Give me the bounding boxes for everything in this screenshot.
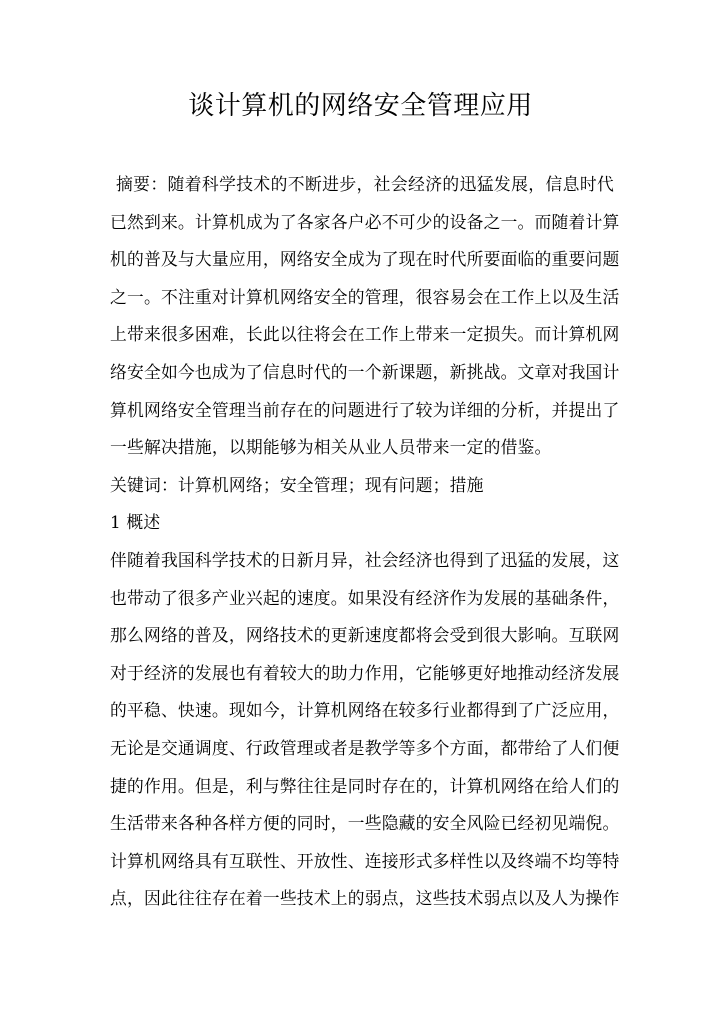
- paragraph-line: 生活带来各种各样方便的同时，一些隐藏的安全风险已经初见端倪。: [110, 813, 620, 834]
- paragraph-line: 计算机网络具有互联性、开放性、连接形式多样性以及终端不均等特: [110, 850, 620, 871]
- document-body: [110, 166, 620, 918]
- paragraph-line: 也带动了很多产业兴起的速度。如果没有经济作为发展的基础条件，: [110, 587, 620, 608]
- abstract-line: 一些解决措施，以期能够为相关从业人员带来一定的借鉴。: [110, 437, 552, 458]
- paragraph-line: 伴随着我国科学技术的日新月异，社会经济也得到了迅猛的发展，这: [110, 549, 620, 570]
- paragraph-line: 捷的作用。但是，利与弊往往是同时存在的，计算机网络在给人们的: [110, 775, 620, 796]
- paragraph-line: 那么网络的普及，网络技术的更新速度都将会受到很大影响。互联网: [110, 625, 620, 646]
- abstract-line: 算机网络安全管理当前存在的问题进行了较为详细的分析，并提出了: [110, 399, 620, 420]
- paragraph-line: 对于经济的发展也有着较大的助力作用，它能够更好地推动经济发展: [110, 662, 620, 683]
- abstract-line: 络安全如今也成为了信息时代的一个新课题，新挑战。文章对我国计: [110, 361, 620, 382]
- paragraph-line: 点，因此往往存在着一些技术上的弱点，这些技术弱点以及人为操作: [110, 888, 620, 909]
- paragraph-line: 的平稳、快速。现如今，计算机网络在较多行业都得到了广泛应用，: [110, 700, 620, 721]
- paragraph-line: 无论是交通调度、行政管理或者是教学等多个方面，都带给了人们便: [110, 737, 620, 758]
- section-heading: 1 概述: [110, 512, 161, 533]
- abstract-line: 之一。不注重对计算机网络安全的管理，很容易会在工作上以及生活: [110, 286, 620, 307]
- abstract-section: [110, 166, 620, 467]
- keywords: 关键词：计算机网络；安全管理；现有问题；措施: [110, 474, 484, 495]
- abstract-line: 已然到来。计算机成为了各家各户必不可少的设备之一。而随着计算: [110, 211, 620, 232]
- abstract-line: 摘要：随着科学技术的不断进步，社会经济的迅猛发展，信息时代: [116, 174, 614, 194]
- document-title: 谈计算机的网络安全管理应用: [188, 91, 533, 121]
- abstract-line: 机的普及与大量应用，网络安全成为了现在时代所要面临的重要问题: [110, 249, 620, 270]
- abstract-line: 上带来很多困难，长此以往将会在工作上带来一定损失。而计算机网: [110, 324, 620, 345]
- section-1-body: [110, 542, 620, 918]
